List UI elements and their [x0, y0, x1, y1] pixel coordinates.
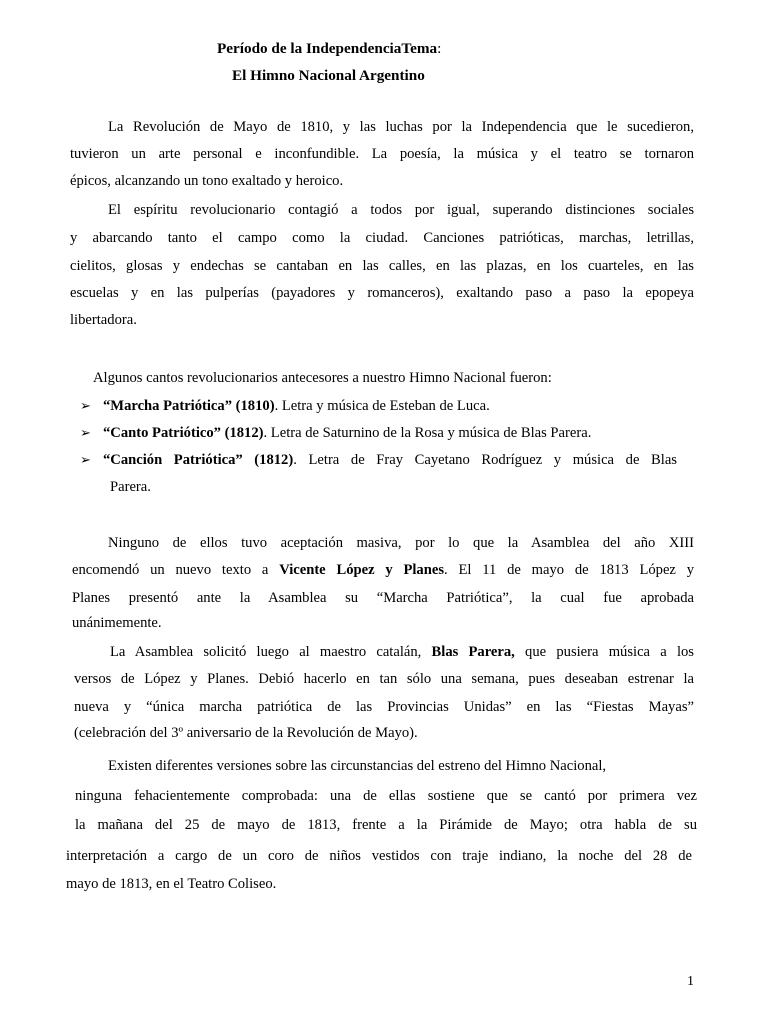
- list-item-text: . Letra de Saturnino de la Rosa y música de Blas Parera.: [263, 425, 592, 441]
- name-vicente-lopez: Vicente López y Planes: [279, 562, 445, 578]
- bullet-arrow-icon: ➢: [80, 398, 91, 413]
- paragraph-3-text: encomendó un nuevo texto a: [72, 562, 280, 578]
- paragraph-3-line: unánimemente.: [72, 615, 162, 631]
- paragraph-4-line: [110, 643, 694, 661]
- list-item-title: “Canto Patriótico” (1812): [103, 425, 264, 441]
- paragraph-5-line: interpretación a cargo de un coro de niños vestidos con traje indiano, la noche del 28 de: [66, 848, 692, 864]
- bullet-arrow-icon: ➢: [80, 425, 91, 440]
- paragraph-2-line: escuelas y en las pulperías (payadores y romanceros), exaltando paso a paso la epopeya: [70, 285, 694, 301]
- paragraph-5-line: ninguna fehacientemente comprobada: una de ellas sostiene que se cantó por primera vez: [75, 788, 697, 804]
- list-item: [103, 397, 490, 415]
- paragraph-5-line: la mañana del 25 de mayo de 1813, frente a la Pirámide de Mayo; otra habla de su: [75, 817, 697, 833]
- list-item-title: “Canción Patriótica” (1812): [103, 452, 294, 468]
- list-item-text: . Letra de Fray Cayetano Rodríguez y música de Blas: [293, 452, 677, 468]
- paragraph-3-line: [72, 561, 694, 579]
- list-item-title: “Marcha Patriótica” (1810): [103, 398, 275, 414]
- paragraph-1-line: tuvieron un arte personal e inconfundible. La poesía, la música y el teatro se tornaron: [70, 146, 694, 162]
- paragraph-4-line: nueva y “única marcha patriótica de las Provincias Unidas” en las “Fiestas Mayas”: [74, 699, 694, 715]
- paragraph-4-line: versos de López y Planes. Debió hacerlo en tan sólo una semana, pues deseaban estrenar la: [74, 671, 694, 687]
- paragraph-3-line: Ninguno de ellos tuvo aceptación masiva, por lo que la Asamblea del año XIII: [108, 535, 694, 551]
- paragraph-4-text: que pusiera música a los: [514, 644, 694, 660]
- paragraph-4-text: La Asamblea solicitó luego al maestro catalán,: [110, 644, 432, 660]
- paragraph-2-line: libertadora.: [70, 312, 137, 328]
- paragraph-5-line: mayo de 1813, en el Teatro Coliseo.: [66, 876, 277, 892]
- list-item: [103, 424, 591, 442]
- paragraph-4-line: (celebración del 3º aniversario de la Revolución de Mayo).: [74, 725, 418, 741]
- paragraph-5-line: Existen diferentes versiones sobre las circunstancias del estreno del Himno Nacional,: [108, 758, 607, 774]
- paragraph-2-line: cielitos, glosas y endechas se cantaban en las calles, en las plazas, en los cuarteles, en las: [70, 258, 694, 274]
- paragraph-1-line: épicos, alcanzando un tono exaltado y heroico.: [70, 173, 344, 189]
- list-item-continuation: Parera.: [110, 479, 151, 495]
- list-item-text: . Letra y música de Esteban de Luca.: [274, 398, 490, 414]
- list-item: [103, 451, 677, 469]
- document-title-line-1: [217, 40, 441, 58]
- paragraph-1-line: La Revolución de Mayo de 1810, y las luchas por la Independencia que le sucedieron,: [108, 119, 694, 135]
- paragraph-2-line: El espíritu revolucionario contagió a todos por igual, superando distinciones sociales: [108, 202, 694, 218]
- title-colon: :: [437, 40, 442, 57]
- paragraph-2-line: y abarcando tanto el campo como la ciudad. Canciones patrióticas, marchas, letrillas,: [70, 230, 694, 246]
- title-period: Período de la Independencia: [217, 40, 402, 57]
- name-blas-parera: Blas Parera,: [431, 644, 515, 660]
- list-intro: Algunos cantos revolucionarios antecesores a nuestro Himno Nacional fueron:: [93, 370, 552, 386]
- document-title-line-2: El Himno Nacional Argentino: [232, 67, 425, 84]
- bullet-arrow-icon: ➢: [80, 452, 91, 467]
- paragraph-3-line: Planes presentó ante la Asamblea su “Marcha Patriótica”, la cual fue aprobada: [72, 590, 694, 606]
- page-number: 1: [687, 974, 694, 989]
- title-tema: Tema: [401, 40, 438, 57]
- paragraph-3-text: . El 11 de mayo de 1813 López y: [444, 562, 695, 578]
